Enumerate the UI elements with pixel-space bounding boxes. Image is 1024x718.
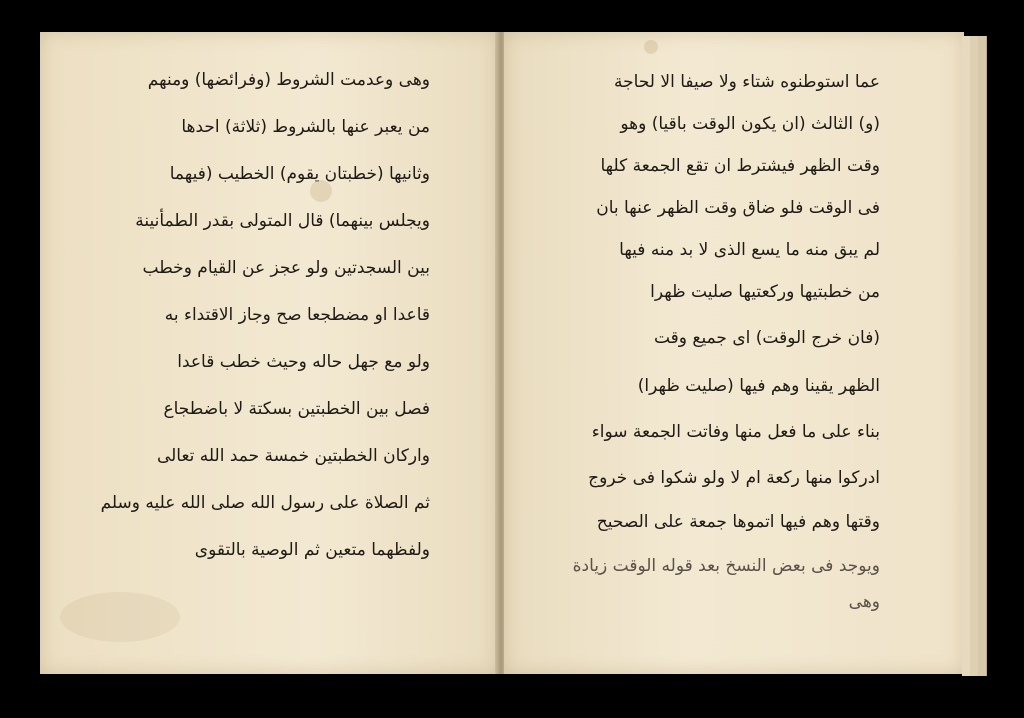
text-line: من خطبتيها وركعتيها صليت ظهرا	[650, 282, 880, 302]
text-line: ويجلس بينهما) قال المتولى بقدر الطمأنينة	[135, 211, 430, 231]
text-line: وثانيها (خطبتان يقوم) الخطيب (فيهما	[169, 164, 430, 184]
text-line: (فان خرج الوقت) اى جميع وقت	[653, 328, 880, 348]
text-line: الظهر يقينا وهم فيها (صليت ظهرا)	[637, 376, 880, 396]
text-line: من يعبر عنها بالشروط (ثلاثة) احدها	[181, 117, 430, 137]
text-line: ادركوا منها ركعة ام لا ولو شكوا فى خروج	[588, 468, 880, 488]
text-line: وقت الظهر فيشترط ان تقع الجمعة كلها	[600, 156, 880, 176]
text-line: فى الوقت فلو ضاق وقت الظهر عنها بان	[596, 198, 880, 218]
left-page-text	[70, 70, 430, 570]
text-line: قاعدا او مضطجعا صح وجاز الاقتداء به	[164, 305, 430, 325]
text-line: ثم الصلاة على رسول الله صلى الله عليه وسلم	[100, 493, 430, 513]
text-line: عما استوطنوه شتاء ولا صيفا الا لحاجة	[614, 72, 880, 92]
text-line: وهى	[848, 592, 880, 612]
right-page-text	[520, 72, 880, 612]
text-line: ويوجد فى بعض النسخ بعد قوله الوقت زيادة	[572, 556, 880, 576]
text-line: بناء على ما فعل منها وفاتت الجمعة سواء	[591, 422, 880, 442]
text-line: (و) الثالث (ان يكون الوقت باقيا) وهو	[620, 114, 880, 134]
text-line: واركان الخطبتين خمسة حمد الله تعالى	[156, 446, 430, 466]
text-line: وهى وعدمت الشروط (وفرائضها) ومنهم	[147, 70, 430, 90]
text-line: ولو مع جهل حاله وحيث خطب قاعدا	[177, 352, 430, 372]
text-line: فصل بين الخطبتين بسكتة لا باضطجاع	[163, 399, 430, 419]
text-line: ولفظهما متعين ثم الوصية بالتقوى	[194, 540, 430, 560]
text-line: وقتها وهم فيها اتموها جمعة على الصحيح	[596, 512, 880, 532]
text-line: لم يبق منه ما يسع الذى لا بد منه فيها	[619, 240, 880, 260]
text-line: بين السجدتين ولو عجز عن القيام وخطب	[142, 258, 430, 278]
